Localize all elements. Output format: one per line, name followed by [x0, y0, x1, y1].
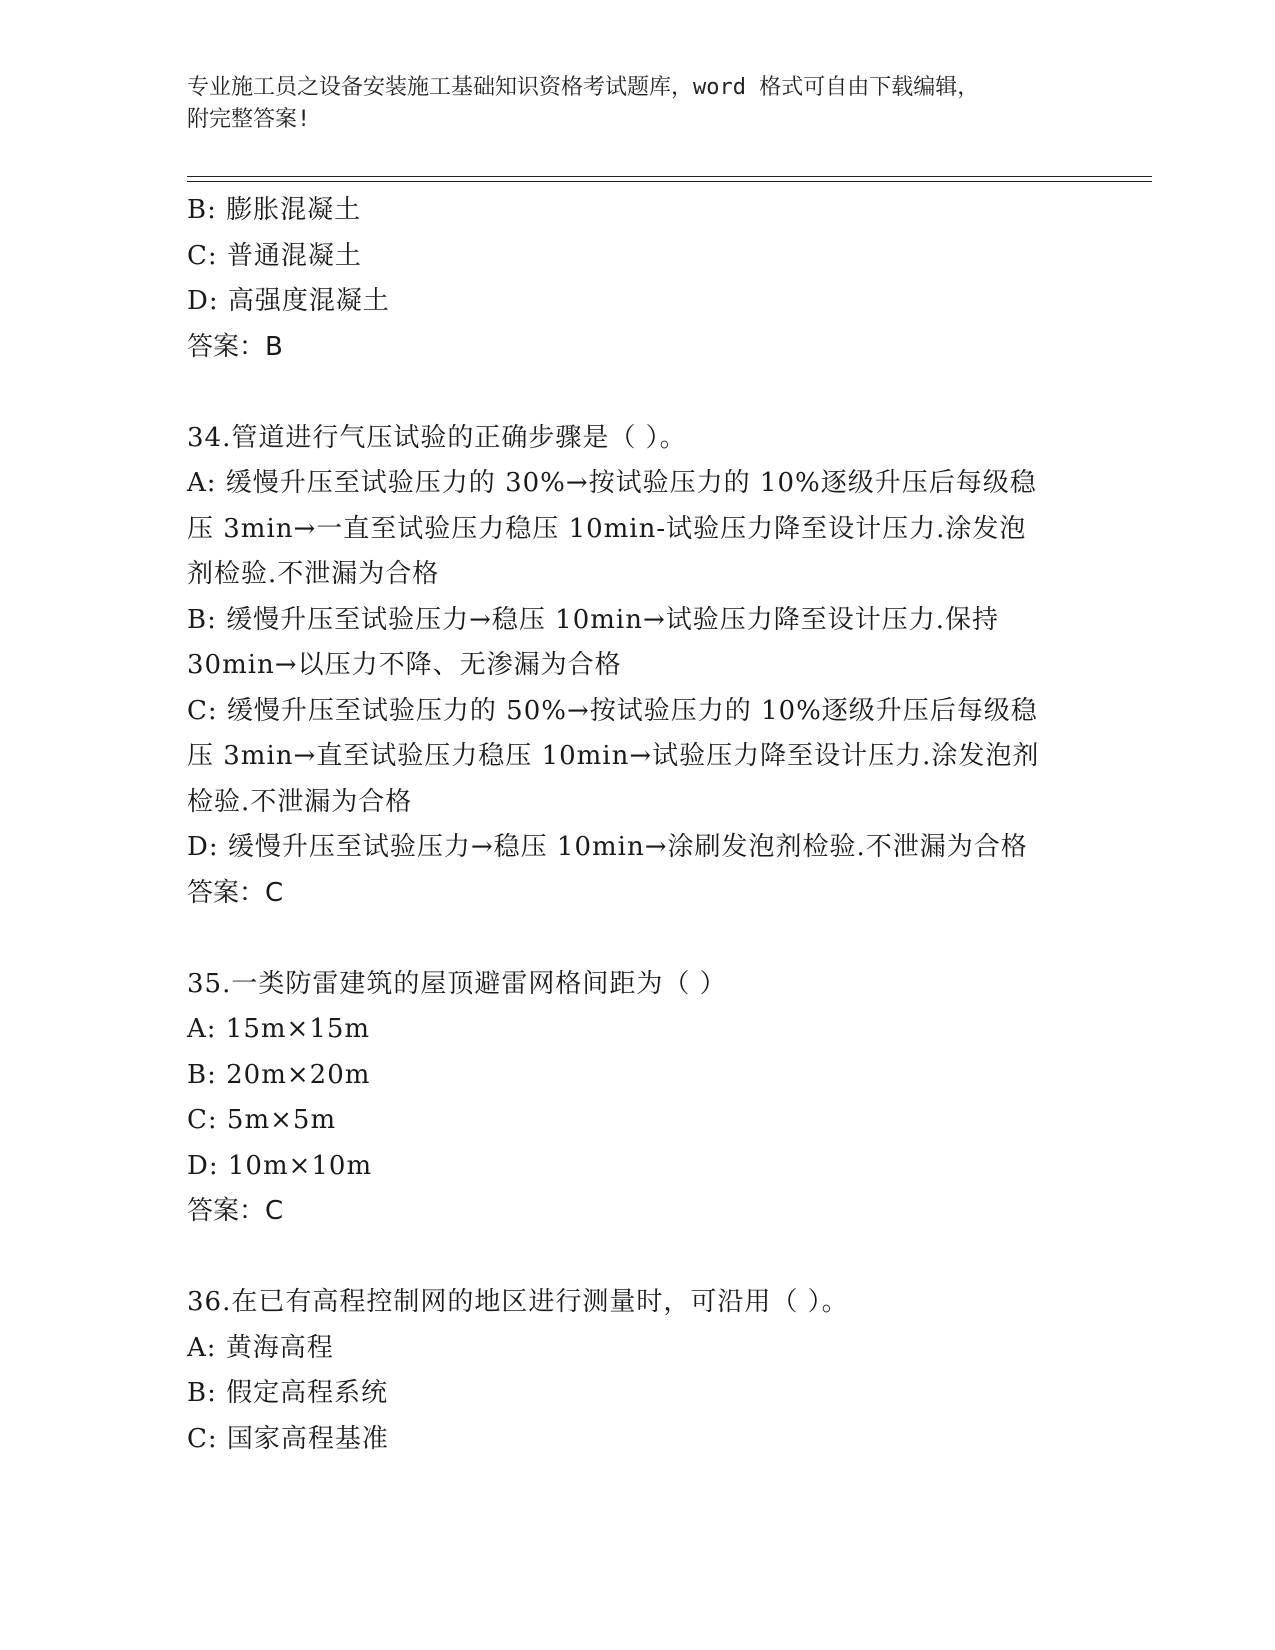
header-divider-top	[187, 176, 1152, 177]
q35-question: 35.一类防雷建筑的屋顶避雷网格间距为（ ）	[187, 968, 727, 999]
q35-option-d: D: 10m×10m	[187, 1150, 373, 1181]
q34-option-d: D: 缓慢升压至试验压力→稳压 10min→涂刷发泡剂检验.不泄漏为合格	[187, 832, 1028, 862]
q36-option-c: C: 国家高程基准	[187, 1423, 389, 1454]
question-35	[187, 962, 1087, 1235]
q34-option-a-line-2: 压 3min→一直至试验压力稳压 10min-试验压力降至设计压力.涂发泡	[187, 513, 1027, 544]
q33-option-c: C: 普通混凝土	[187, 240, 362, 271]
q35-option-b: B: 20m×20m	[187, 1059, 371, 1090]
q34-option-a-line-3: 剂检验.不泄漏为合格	[187, 559, 440, 589]
q34-option-b-line-1: B: 缓慢升压至试验压力→稳压 10min→试验压力降至设计压力.保持	[187, 604, 1000, 635]
q36-option-b: B: 假定高程系统	[187, 1378, 389, 1408]
q34-answer: 答案：C	[187, 877, 284, 908]
q34-option-b-line-2: 30min→以压力不降、无渗漏为合格	[187, 650, 622, 680]
q34-option-a-line-1: A: 缓慢升压至试验压力的 30%→按试验压力的 10%逐级升压后每级稳	[187, 468, 1037, 498]
header-line-1: 专业施工员之设备安装施工基础知识资格考试题库，word 格式可自由下载编辑，	[187, 75, 980, 100]
question-33	[187, 188, 1087, 370]
spacer	[187, 370, 1087, 416]
q35-option-a: A: 15m×15m	[187, 1014, 371, 1044]
q33-answer: 答案：B	[187, 331, 283, 362]
q36-question: 36.在已有高程控制网的地区进行测量时，可沿用（ ）。	[187, 1287, 849, 1317]
question-34	[187, 416, 1087, 917]
q34-option-c-line-1: C: 缓慢升压至试验压力的 50%→按试验压力的 10%逐级升压后每级稳	[187, 695, 1038, 726]
q34-option-c-line-2: 压 3min→直至试验压力稳压 10min→试验压力降至设计压力.涂发泡剂	[187, 741, 1040, 771]
spacer	[187, 1235, 1087, 1281]
spacer	[187, 916, 1087, 962]
q35-option-c: C: 5m×5m	[187, 1105, 337, 1135]
q33-option-b: B: 膨胀混凝土	[187, 195, 362, 225]
header-line-2: 附完整答案!	[187, 107, 311, 132]
q35-answer: 答案：C	[187, 1196, 284, 1226]
q34-question: 34.管道进行气压试验的正确步骤是（ ）。	[187, 422, 687, 453]
header-divider-bottom	[187, 181, 1152, 182]
q33-option-d: D: 高强度混凝土	[187, 286, 390, 316]
q34-option-c-line-3: 检验.不泄漏为合格	[187, 786, 413, 817]
question-36	[187, 1280, 1087, 1462]
question-list	[187, 188, 1087, 1462]
document-header	[187, 72, 1067, 136]
q36-option-a: A: 黄海高程	[187, 1332, 334, 1363]
